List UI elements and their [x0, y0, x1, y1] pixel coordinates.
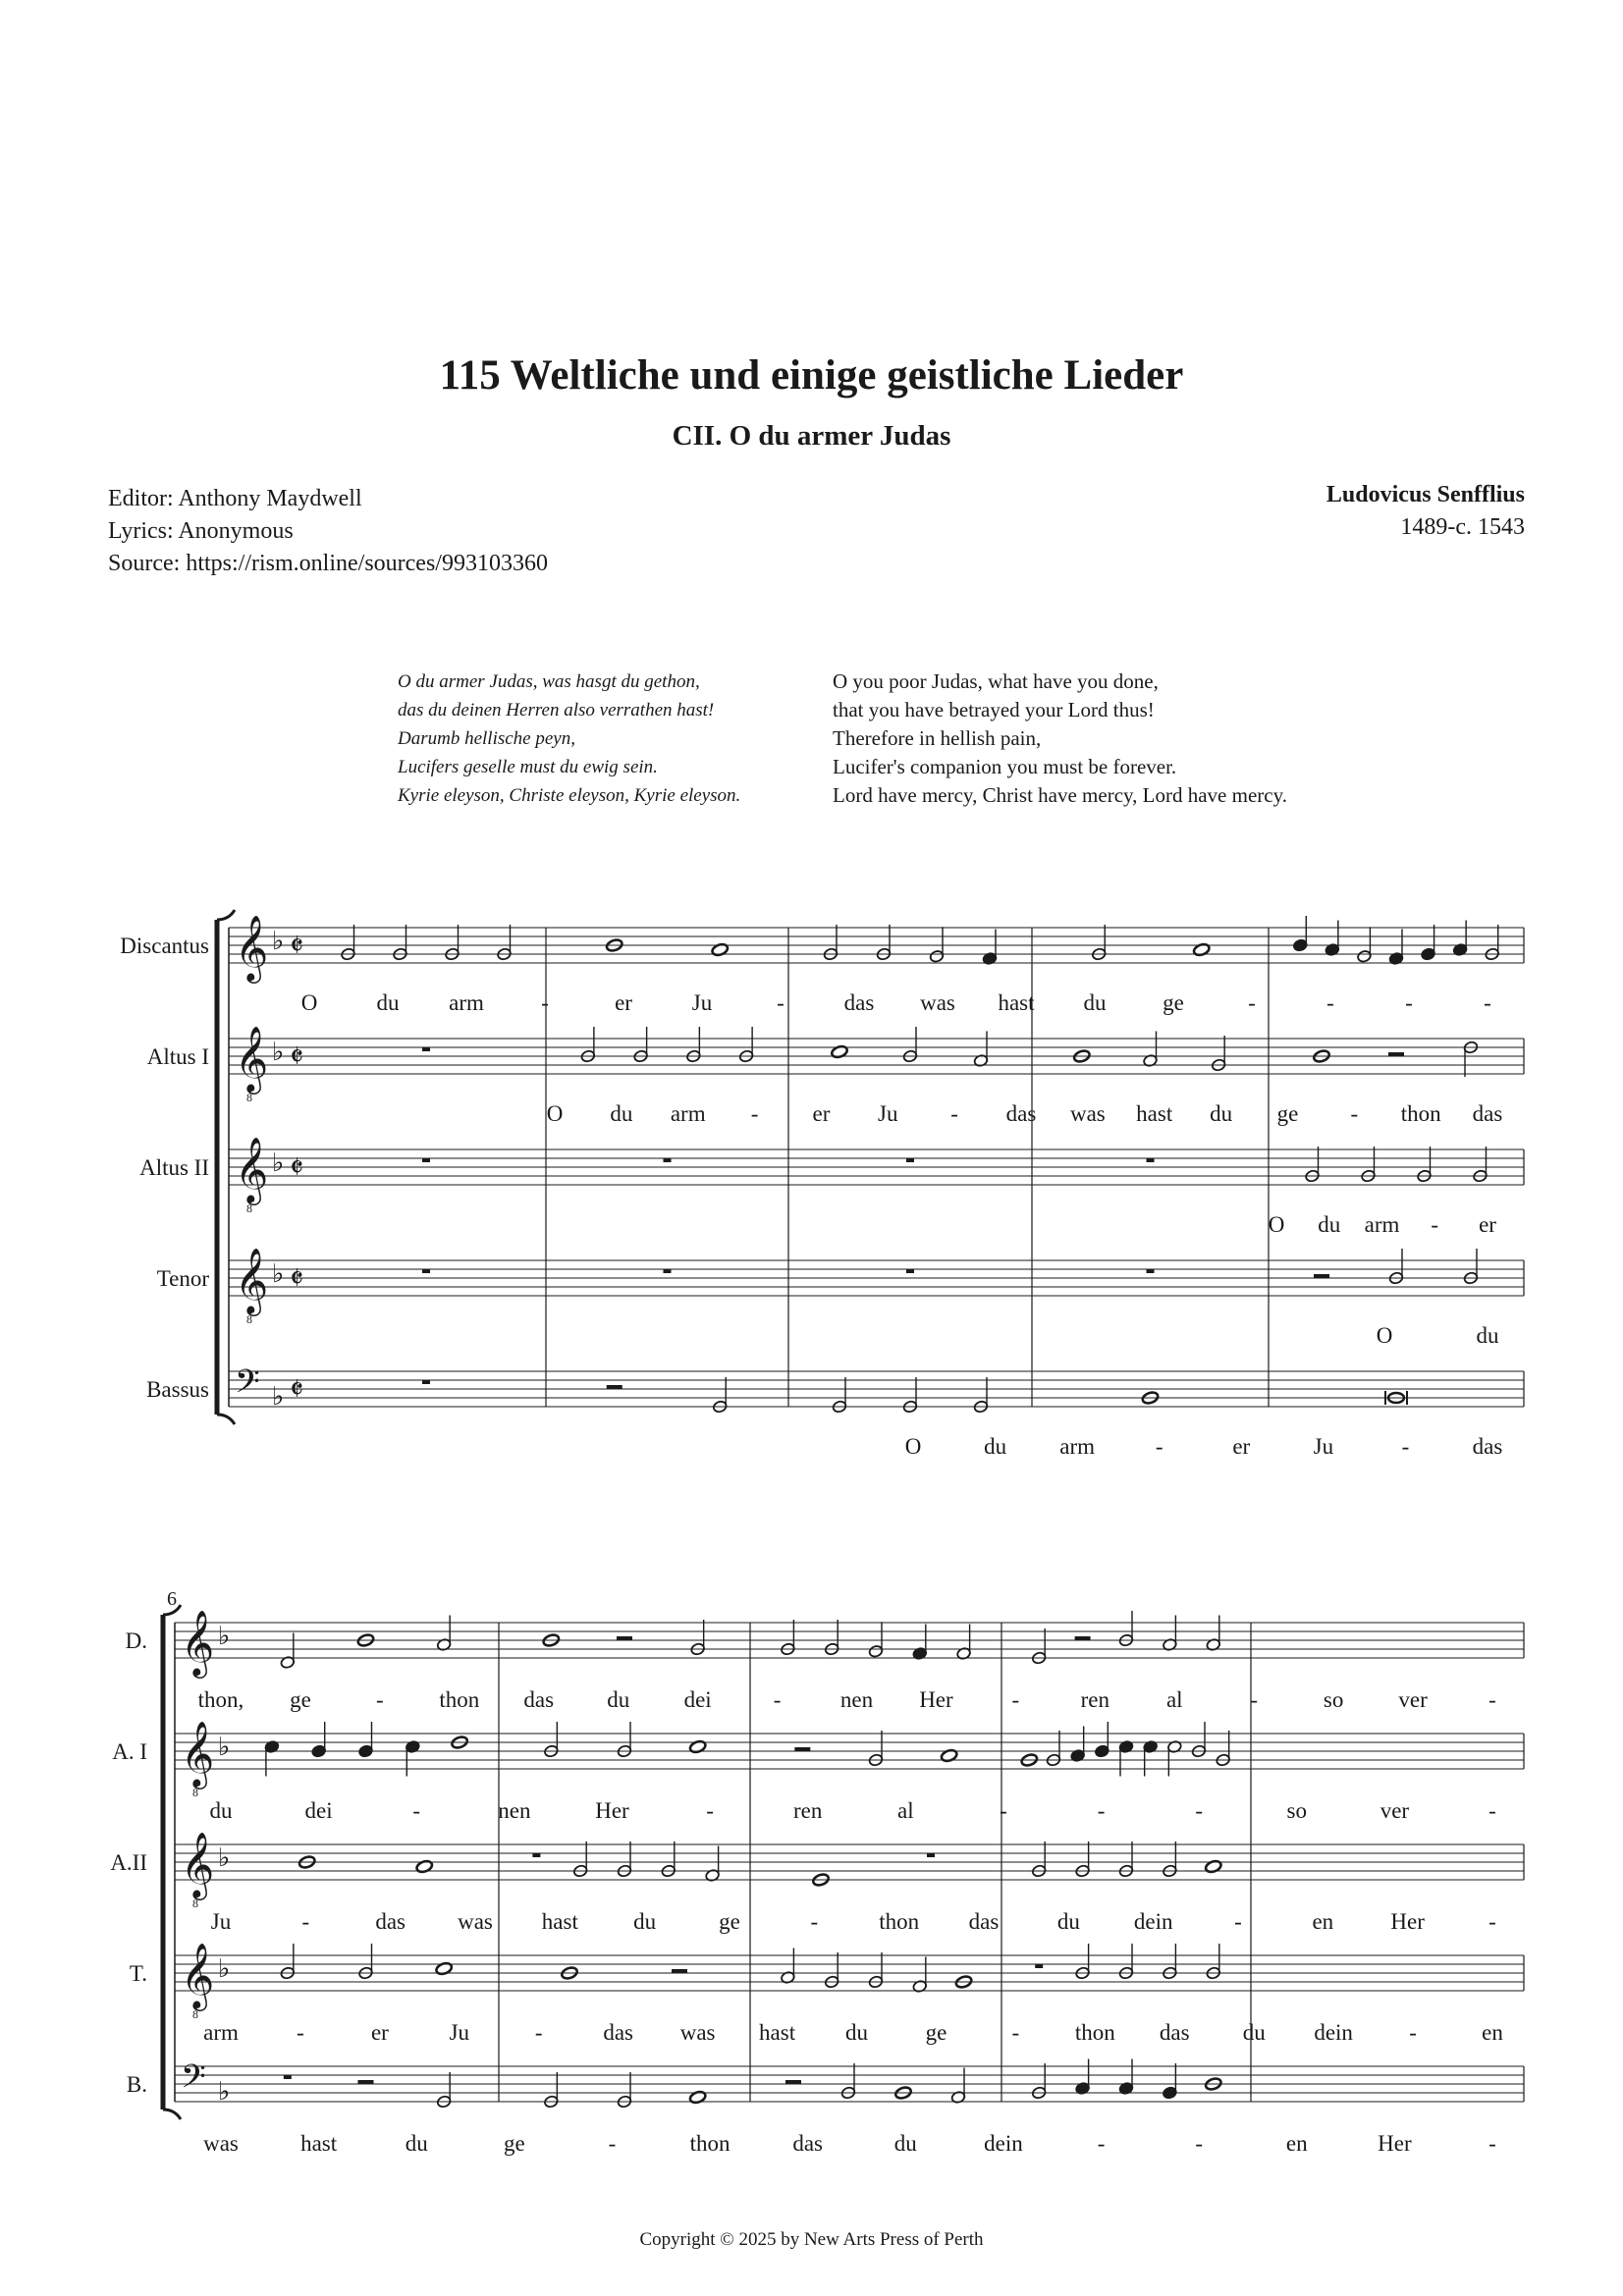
flat-key-icon: ♭ — [272, 1259, 285, 1288]
source-credit: Source: https://rism.online/sources/993103360 — [108, 551, 548, 576]
whole-note — [940, 1748, 957, 1763]
half-rest — [617, 1636, 632, 1640]
lyric-syllable: du — [1242, 2020, 1266, 2045]
lyric-syllable: was — [203, 2131, 239, 2156]
flat-key-icon: ♭ — [272, 927, 285, 955]
lyric-syllable: Ju — [1313, 1434, 1334, 1459]
flat-key-icon: ♭ — [218, 1733, 231, 1761]
lyric-syllable: - — [1011, 1687, 1020, 1712]
lyrics-original-line: das du deinen Herren also verrathen hast! — [398, 700, 715, 721]
lyric-syllable: - — [1011, 2020, 1020, 2045]
lyric-syllable: - — [1155, 1434, 1163, 1459]
lyric-syllable: hast — [1136, 1101, 1173, 1126]
lyric-syllable: was — [1069, 1101, 1106, 1126]
lyric-syllable: O — [1268, 1212, 1285, 1237]
octave-marker: 8 — [246, 1201, 252, 1215]
lyric-syllable: - — [1488, 1687, 1496, 1712]
lyric-syllable: dein — [984, 2131, 1023, 2156]
lyric-syllable: thon — [879, 1909, 920, 1934]
lyric-syllable: das — [1159, 2020, 1190, 2045]
treble-clef-icon: 𝄞 — [181, 1833, 215, 1896]
half-rest — [785, 2080, 801, 2084]
lyric-syllable: Her — [1390, 1909, 1425, 1934]
lyric-syllable: - — [412, 1798, 421, 1823]
flat-key-icon: ♭ — [272, 1382, 285, 1411]
whole-rest — [664, 1158, 672, 1162]
lyric-syllable: ge — [925, 2020, 947, 2045]
lyric-syllable: so — [1286, 1798, 1307, 1823]
lyric-syllable: O — [1376, 1323, 1393, 1348]
whole-note — [1205, 1859, 1222, 1874]
lyric-syllable: Ju — [691, 990, 713, 1015]
whole-note — [435, 1961, 453, 1976]
lyric-syllable: thon — [1400, 1101, 1441, 1126]
whole-note — [688, 1739, 706, 1754]
lyric-syllable: - — [810, 1909, 819, 1934]
lyric-syllable: Her — [1378, 2131, 1412, 2156]
lyric-syllable: er — [1232, 1434, 1251, 1459]
lyric-syllable: - — [1195, 1798, 1203, 1823]
lyric-syllable: - — [541, 990, 549, 1015]
page-title: 115 Weltliche und einige geistliche Lieder — [439, 352, 1184, 399]
lyric-syllable: - — [1000, 1798, 1007, 1823]
lyric-syllable: er — [615, 990, 632, 1015]
bracket-hook — [163, 2109, 181, 2119]
octave-marker: 8 — [192, 2007, 198, 2021]
lyric-syllable: - — [1350, 1101, 1359, 1126]
whole-rest — [1147, 1158, 1155, 1162]
whole-rest — [422, 1158, 430, 1162]
lyric-syllable: arm — [670, 1101, 706, 1126]
octave-marker: 8 — [192, 1786, 198, 1799]
voice-label: Discantus — [120, 934, 209, 958]
voice-label: Tenor — [156, 1266, 209, 1291]
lyrics-original-line: Lucifers geselle must du ewig sein. — [398, 757, 658, 777]
lyric-syllable: - — [1195, 2131, 1203, 2156]
lyric-syllable: du — [1056, 1909, 1080, 1934]
voice-label: T. — [129, 1961, 147, 1986]
whole-rest — [1035, 1964, 1043, 1968]
lyric-syllable: - — [773, 1687, 782, 1712]
whole-rest — [422, 1380, 430, 1384]
lyric-syllable: en — [1482, 2020, 1503, 2045]
flat-key-icon: ♭ — [272, 1148, 285, 1177]
whole-rest — [1147, 1269, 1155, 1273]
voice-label: B. — [126, 2072, 147, 2097]
lyric-syllable: thon — [439, 1687, 480, 1712]
lyric-syllable: arm — [1059, 1434, 1096, 1459]
lyric-syllable: arm — [203, 2020, 239, 2045]
bracket-hook — [217, 1415, 235, 1424]
lyric-syllable: - — [1401, 1434, 1410, 1459]
lyric-syllable: al — [1165, 1687, 1183, 1712]
lyric-syllable: en — [1312, 1909, 1334, 1934]
lyric-syllable: - — [706, 1798, 714, 1823]
lyric-syllable: du — [209, 1798, 233, 1823]
lyric-syllable: das — [523, 1687, 555, 1712]
cut-time-icon: 𝄵 — [290, 1260, 304, 1296]
lyric-syllable: dei — [304, 1798, 333, 1823]
lyric-syllable: - — [1484, 990, 1491, 1015]
whole-rest — [927, 1853, 935, 1857]
lyric-syllable: - — [297, 2020, 304, 2045]
octave-marker: 8 — [246, 1091, 252, 1104]
voice-label: A. I — [112, 1739, 147, 1764]
half-rest — [1075, 1636, 1091, 1640]
lyric-syllable: hast — [300, 2131, 338, 2156]
voice-label: D. — [125, 1629, 147, 1653]
lyric-syllable: du — [1083, 990, 1107, 1015]
whole-rest — [906, 1269, 914, 1273]
whole-note — [688, 2090, 706, 2105]
lyric-syllable: was — [458, 1909, 493, 1934]
lyric-syllable: Ju — [449, 2020, 470, 2045]
lyric-syllable: du — [845, 2020, 868, 2045]
treble-clef-icon: 𝄞 — [181, 1722, 215, 1786]
lyric-syllable: ge — [1163, 990, 1184, 1015]
lyric-syllable: du — [607, 1687, 630, 1712]
treble-clef-icon: 𝄞 — [235, 1138, 269, 1201]
lyric-syllable: - — [301, 1909, 310, 1934]
lyric-syllable: thon — [689, 2131, 730, 2156]
lyric-syllable: ren — [793, 1798, 823, 1823]
measure-number: 6 — [167, 1588, 177, 1610]
lyric-syllable: dei — [683, 1687, 712, 1712]
lyric-syllable: al — [897, 1798, 914, 1823]
whole-rest — [422, 1269, 430, 1273]
editor-credit: Editor: Anthony Maydwell — [108, 486, 362, 511]
lyric-syllable: er — [1479, 1212, 1496, 1237]
lyric-syllable: - — [1488, 2131, 1496, 2156]
lyric-syllable: ge — [503, 2131, 525, 2156]
voice-label: Altus II — [139, 1155, 209, 1180]
lyric-syllable: - — [777, 990, 784, 1015]
treble-clef-icon: 𝄞 — [235, 1249, 269, 1312]
whole-note — [711, 942, 729, 957]
whole-note — [415, 1859, 433, 1874]
cut-time-icon: 𝄵 — [290, 1371, 304, 1407]
lyric-syllable: - — [1234, 1909, 1242, 1934]
lyric-syllable: du — [1318, 1212, 1341, 1237]
lyric-syllable: - — [1097, 1798, 1106, 1823]
lyric-syllable: er — [370, 2020, 389, 2045]
lyric-syllable: O — [300, 990, 318, 1015]
half-rest — [1388, 1052, 1404, 1056]
lyric-syllable: du — [893, 2131, 917, 2156]
lyric-syllable: so — [1323, 1687, 1344, 1712]
whole-rest — [532, 1853, 540, 1857]
lyric-syllable: arm — [449, 990, 484, 1015]
voice-label: A.II — [110, 1850, 147, 1875]
lyric-syllable: das — [1005, 1101, 1037, 1126]
lyric-syllable: du — [405, 2131, 428, 2156]
lyric-syllable: das — [375, 1909, 406, 1934]
half-rest — [358, 2080, 374, 2084]
treble-clef-icon: 𝄞 — [181, 1611, 215, 1675]
bracket-hook — [217, 910, 235, 920]
lyric-syllable: hast — [541, 1909, 578, 1934]
lyric-syllable: dein — [1133, 1909, 1173, 1934]
piece-subtitle: CII. O du armer Judas — [672, 420, 951, 452]
lyric-syllable: ge — [290, 1687, 311, 1712]
bass-clef-icon: 𝄢 — [235, 1363, 260, 1408]
lyric-syllable: - — [1248, 990, 1256, 1015]
whole-rest — [284, 2075, 292, 2079]
cut-time-icon: 𝄵 — [290, 1039, 304, 1074]
lyric-syllable: ver — [1398, 1687, 1428, 1712]
lyric-syllable: das — [968, 1909, 1000, 1934]
treble-clef-icon: 𝄞 — [181, 1944, 215, 2007]
lyric-syllable: - — [608, 2131, 617, 2156]
lyrics-translation-line: Therefore in hellish pain, — [833, 726, 1042, 750]
lyric-syllable: thon — [1074, 2020, 1115, 2045]
copyright-notice: Copyright © 2025 by New Arts Press of Perth — [639, 2229, 984, 2250]
lyric-syllable: - — [1488, 1909, 1496, 1934]
lyric-syllable: hast — [998, 990, 1035, 1015]
lyric-syllable: du — [984, 1434, 1007, 1459]
lyric-syllable: - — [1488, 1798, 1496, 1823]
half-rest — [607, 1385, 622, 1389]
treble-clef-icon: 𝄞 — [235, 916, 269, 980]
lyrics-original-line: O du armer Judas, was hasgt du gethon, — [398, 671, 700, 692]
lyric-syllable: du — [1476, 1323, 1499, 1348]
lyric-syllable: ren — [1080, 1687, 1109, 1712]
lyrics-translation-line: Lord have mercy, Christ have mercy, Lord have mercy. — [833, 783, 1287, 807]
lyrics-translation-line: Lucifer's companion you must be forever. — [833, 755, 1177, 778]
lyric-syllable: nen — [839, 1687, 874, 1712]
lyric-syllable: - — [1409, 2020, 1417, 2045]
lyric-syllable: er — [812, 1101, 831, 1126]
lyric-syllable: - — [1250, 1687, 1259, 1712]
lyric-syllable: ge — [1276, 1101, 1299, 1126]
lyric-syllable: - — [1326, 990, 1334, 1015]
lyric-syllable: was — [679, 2020, 716, 2045]
lyrics-translation-line: O you poor Judas, what have you done, — [833, 669, 1159, 693]
flat-key-icon: ♭ — [218, 1954, 231, 1983]
lyric-syllable: was — [920, 990, 955, 1015]
flat-key-icon: ♭ — [272, 1038, 285, 1066]
cut-time-icon: 𝄵 — [290, 1149, 304, 1185]
lyric-syllable: Her — [595, 1798, 629, 1823]
lyric-syllable: en — [1285, 2131, 1308, 2156]
lyric-syllable: - — [534, 2020, 543, 2045]
lyric-syllable: ge — [719, 1909, 740, 1934]
lyrics-original-line: Darumb hellische peyn, — [398, 728, 575, 749]
lyric-syllable: du — [610, 1101, 633, 1126]
octave-marker: 8 — [246, 1312, 252, 1326]
lyric-syllable: du — [633, 1909, 657, 1934]
lyric-syllable: - — [750, 1101, 759, 1126]
lyric-syllable: das — [792, 2131, 824, 2156]
composer-dates: 1489-c. 1543 — [1400, 514, 1525, 540]
voice-label: Bassus — [146, 1377, 209, 1402]
lyricist-credit: Lyrics: Anonymous — [108, 518, 294, 544]
lyric-syllable: Ju — [210, 1909, 232, 1934]
lyric-syllable: ver — [1380, 1798, 1410, 1823]
lyric-syllable: das — [843, 990, 875, 1015]
lyric-syllable: das — [1472, 1101, 1503, 1126]
half-rest — [672, 1969, 687, 1973]
whole-note — [1193, 942, 1211, 957]
lyric-syllable: Her — [919, 1687, 953, 1712]
lyric-syllable: das — [1472, 1434, 1503, 1459]
lyric-syllable: O — [546, 1101, 564, 1126]
lyric-syllable: O — [904, 1434, 922, 1459]
bass-clef-icon: 𝄢 — [181, 2058, 206, 2103]
half-rest — [794, 1747, 810, 1751]
whole-note — [831, 1044, 848, 1059]
whole-rest — [422, 1047, 430, 1051]
octave-marker: 8 — [192, 1896, 198, 1910]
composer-name: Ludovicus Senfflius — [1325, 482, 1525, 507]
flat-key-icon: ♭ — [218, 1843, 231, 1872]
lyric-syllable: thon, — [197, 1687, 244, 1712]
voice-label: Altus I — [146, 1044, 209, 1069]
lyric-syllable: dein — [1314, 2020, 1353, 2045]
lyric-syllable: hast — [759, 2020, 796, 2045]
whole-rest — [906, 1158, 914, 1162]
lyric-syllable: du — [1210, 1101, 1233, 1126]
lyric-syllable: arm — [1364, 1212, 1400, 1237]
lyric-syllable: - — [1431, 1212, 1439, 1237]
flat-key-icon: ♭ — [218, 2077, 231, 2106]
lyrics-original-line: Kyrie eleyson, Christe eleyson, Kyrie eleyson. — [398, 785, 741, 806]
half-rest — [1314, 1274, 1329, 1278]
lyric-syllable: - — [376, 1687, 384, 1712]
flat-key-icon: ♭ — [218, 1622, 231, 1650]
lyric-syllable: nen — [498, 1798, 531, 1823]
lyric-syllable: - — [1097, 2131, 1106, 2156]
lyric-syllable: - — [950, 1101, 958, 1126]
cut-time-icon: 𝄵 — [290, 928, 304, 963]
treble-clef-icon: 𝄞 — [235, 1027, 269, 1091]
lyrics-translation-line: that you have betrayed your Lord thus! — [833, 698, 1155, 721]
lyric-syllable: Ju — [878, 1101, 898, 1126]
whole-rest — [664, 1269, 672, 1273]
lyric-syllable: du — [376, 990, 400, 1015]
lyric-syllable: das — [603, 2020, 634, 2045]
lyric-syllable: - — [1405, 990, 1413, 1015]
